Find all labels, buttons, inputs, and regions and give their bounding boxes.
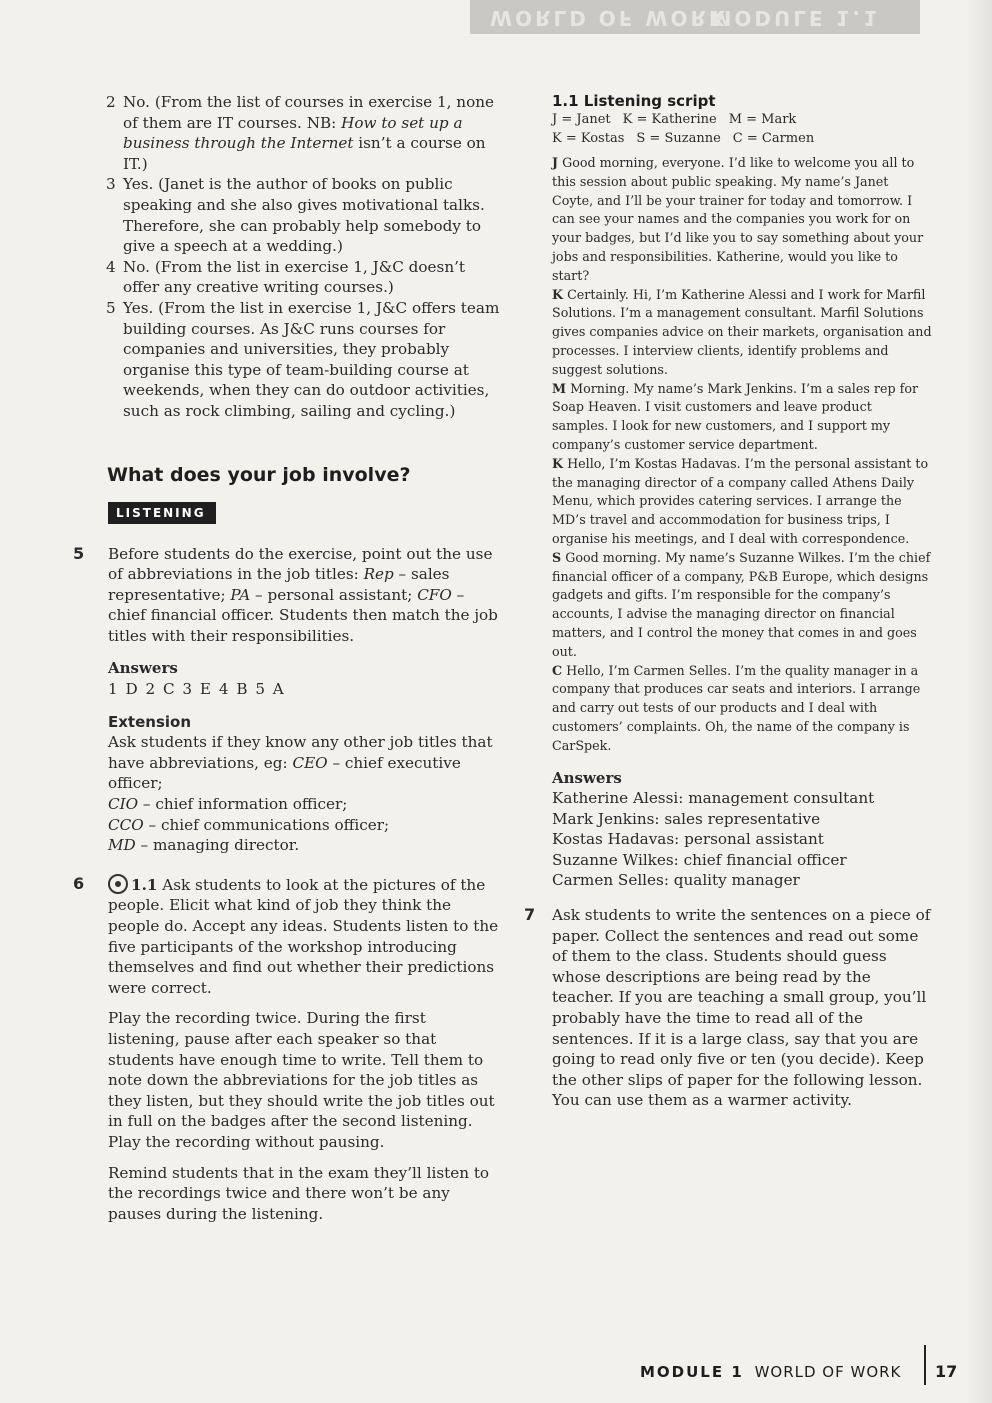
speaker-key: K = Kostas S = Suzanne C = Carmen — [552, 131, 815, 146]
script-line: K Certainly. Hi, I’m Katherine Alessi and I work for Marfil Solutions. I’m a management consultant. Marfil Solutions gives companies advice on their markets, organisation and processes. I interview clients, identify problems and suggest solutions. — [552, 286, 932, 377]
exercise-number: 5 — [73, 543, 85, 563]
page-footer — [640, 1363, 901, 1387]
answer-line: Kostas Hadavas: personal assistant — [552, 830, 824, 849]
exercise-7 — [524, 905, 932, 1111]
list-item: 3 Yes. (Janet is the author of books on public speaking and she also gives motivational talks. Therefore, she can probably help somebody to give a speech at a wedding.) — [106, 175, 485, 256]
footer-divider — [924, 1345, 926, 1385]
exercise-number: 6 — [73, 873, 85, 893]
script-line: M Morning. My name’s Mark Jenkins. I’m a sales rep for Soap Heaven. I visit customers and leave product samples. I look for new customers, and I support my company’s customer service department. — [552, 380, 919, 452]
answer-line: Katherine Alessi: management consultant — [552, 789, 875, 808]
extension-heading: Extension — [108, 712, 191, 731]
answer-line: Carmen Selles: quality manager — [552, 871, 800, 890]
exercise-6-paragraph: Play the recording twice. During the first listening, pause after each speaker so that students have enough time to write. Tell them to note down the abbreviations for the job titles as they listen, but they should write the job titles out in full on the badges after the second listening. Play the recording without pausing. — [108, 1009, 495, 1151]
right-column — [524, 92, 932, 1111]
script-line: C Hello, I’m Carmen Selles. I’m the quality manager in a company that produces car seats and interiors. I arrange and carry out tests of our products and I deal with customers’ complaints. Oh, the name of the company is CarSpek. — [552, 662, 921, 753]
exercise-7-text: Ask students to write the sentences on a piece of paper. Collect the sentences and read out some of them to the class. Students should guess whose descriptions are being read by the teacher. If you are teaching a small group, you’ll probably have the time to read all of the sentences. If it is a large class, say that you are going to read only five or ten (you decide). Keep the other slips of paper for the following lesson. You can use them as a warmer activity. — [552, 906, 931, 1110]
page-edge-shadow — [966, 0, 992, 1403]
list-item: 5 Yes. (From the list in exercise 1, J&C offers team building courses. As J&C runs courses for companies and universities, they probably organise this type of team-building course at weekends, when they can do outdoor activities, such as rock climbing, sailing and cycling.) — [106, 298, 500, 420]
answers-heading: Answers — [108, 659, 178, 678]
script-line: S Good morning. My name’s Suzanne Wilkes. I’m the chief financial officer of a company, P&B Europe, which designs gadgets and gifts. I’m responsible for the company’s accounts, I advise the managing director on financial matters, and I control the money that comes in and goes out. — [552, 549, 931, 659]
exercise-5-instructions: Before students do the exercise, point out the use of abbreviations in the job titles: Rep – sales representative; PA – personal assistant; CFO – chief financial officer. Students then match the job titles with their responsibilities. — [108, 544, 498, 645]
answers-line: 1 D 2 C 3 E 4 B 5 A — [108, 680, 286, 699]
script-line: J Good morning, everyone. I’d like to welcome you all to this session about public speaking. My name’s Janet Coyte, and I’ll be your trainer for today and tomorrow. I can see your names and the companies you work for on your badges, but I’d like you to say something about your jobs and responsibilities. Katherine, would you like to start? — [552, 155, 924, 283]
exercise-number: 7 — [524, 905, 536, 925]
exercise-6-paragraph: Remind students that in the exam they’ll listen to the recordings twice and there won’t be any pauses during the listening. — [108, 1163, 490, 1223]
answer-list — [60, 92, 500, 422]
exercise-5 — [60, 544, 500, 856]
listening-script — [552, 154, 932, 756]
speaker-key: J = Janet K = Katherine M = Mark — [552, 112, 797, 127]
mirrored-header-band — [470, 0, 920, 34]
exercise-6 — [60, 874, 500, 1225]
list-item: 4 No. (From the list in exercise 1, J&C doesn’t offer any creative writing courses.) — [106, 257, 466, 297]
left-column — [60, 92, 500, 1224]
header-left-text: WORLD OF WORK — [490, 6, 728, 30]
answer-line: Suzanne Wilkes: chief financial officer — [552, 850, 847, 869]
answers-heading: Answers — [552, 768, 622, 787]
footer-title: WORLD OF WORK — [754, 1363, 902, 1381]
script-title: 1.1 Listening script — [552, 92, 716, 110]
listening-badge: LISTENING — [108, 502, 216, 524]
section-title: What does your job involve? — [107, 463, 411, 486]
list-item: 2 No. (From the list of courses in exercise 1, none of them are IT courses. NB: How to set up a business through the Internet isn’t a course on IT.) — [106, 93, 494, 173]
audio-cd-icon — [108, 874, 128, 894]
script-line: K Hello, I’m Kostas Hadavas. I’m the personal assistant to the managing director of a company called Athens Daily Menu, which provides catering services. I arrange the MD’s travel and accommodation for business trips, I organise his meetings, and I deal with correspondence. — [552, 455, 929, 546]
answer-line: Mark Jenkins: sales representative — [552, 809, 821, 828]
page-number: 17 — [935, 1362, 958, 1381]
extension-text: Ask students if they know any other job titles that have abbreviations, eg: CEO – chief executive officer; CIO – chief information officer; CCO – chief communications officer; MD – managing director. — [108, 733, 493, 855]
header-right-text: MODULE 1.1 — [711, 6, 880, 30]
footer-module: MODULE 1 — [640, 1363, 744, 1381]
exercise-6-intro: 1.1 Ask students to look at the pictures of the people. Elicit what kind of job they think the people do. Accept any ideas. Students listen to the five participants of the workshop introducing themselves and find out whether their predictions were correct. — [108, 875, 499, 997]
script-answers — [552, 768, 932, 892]
